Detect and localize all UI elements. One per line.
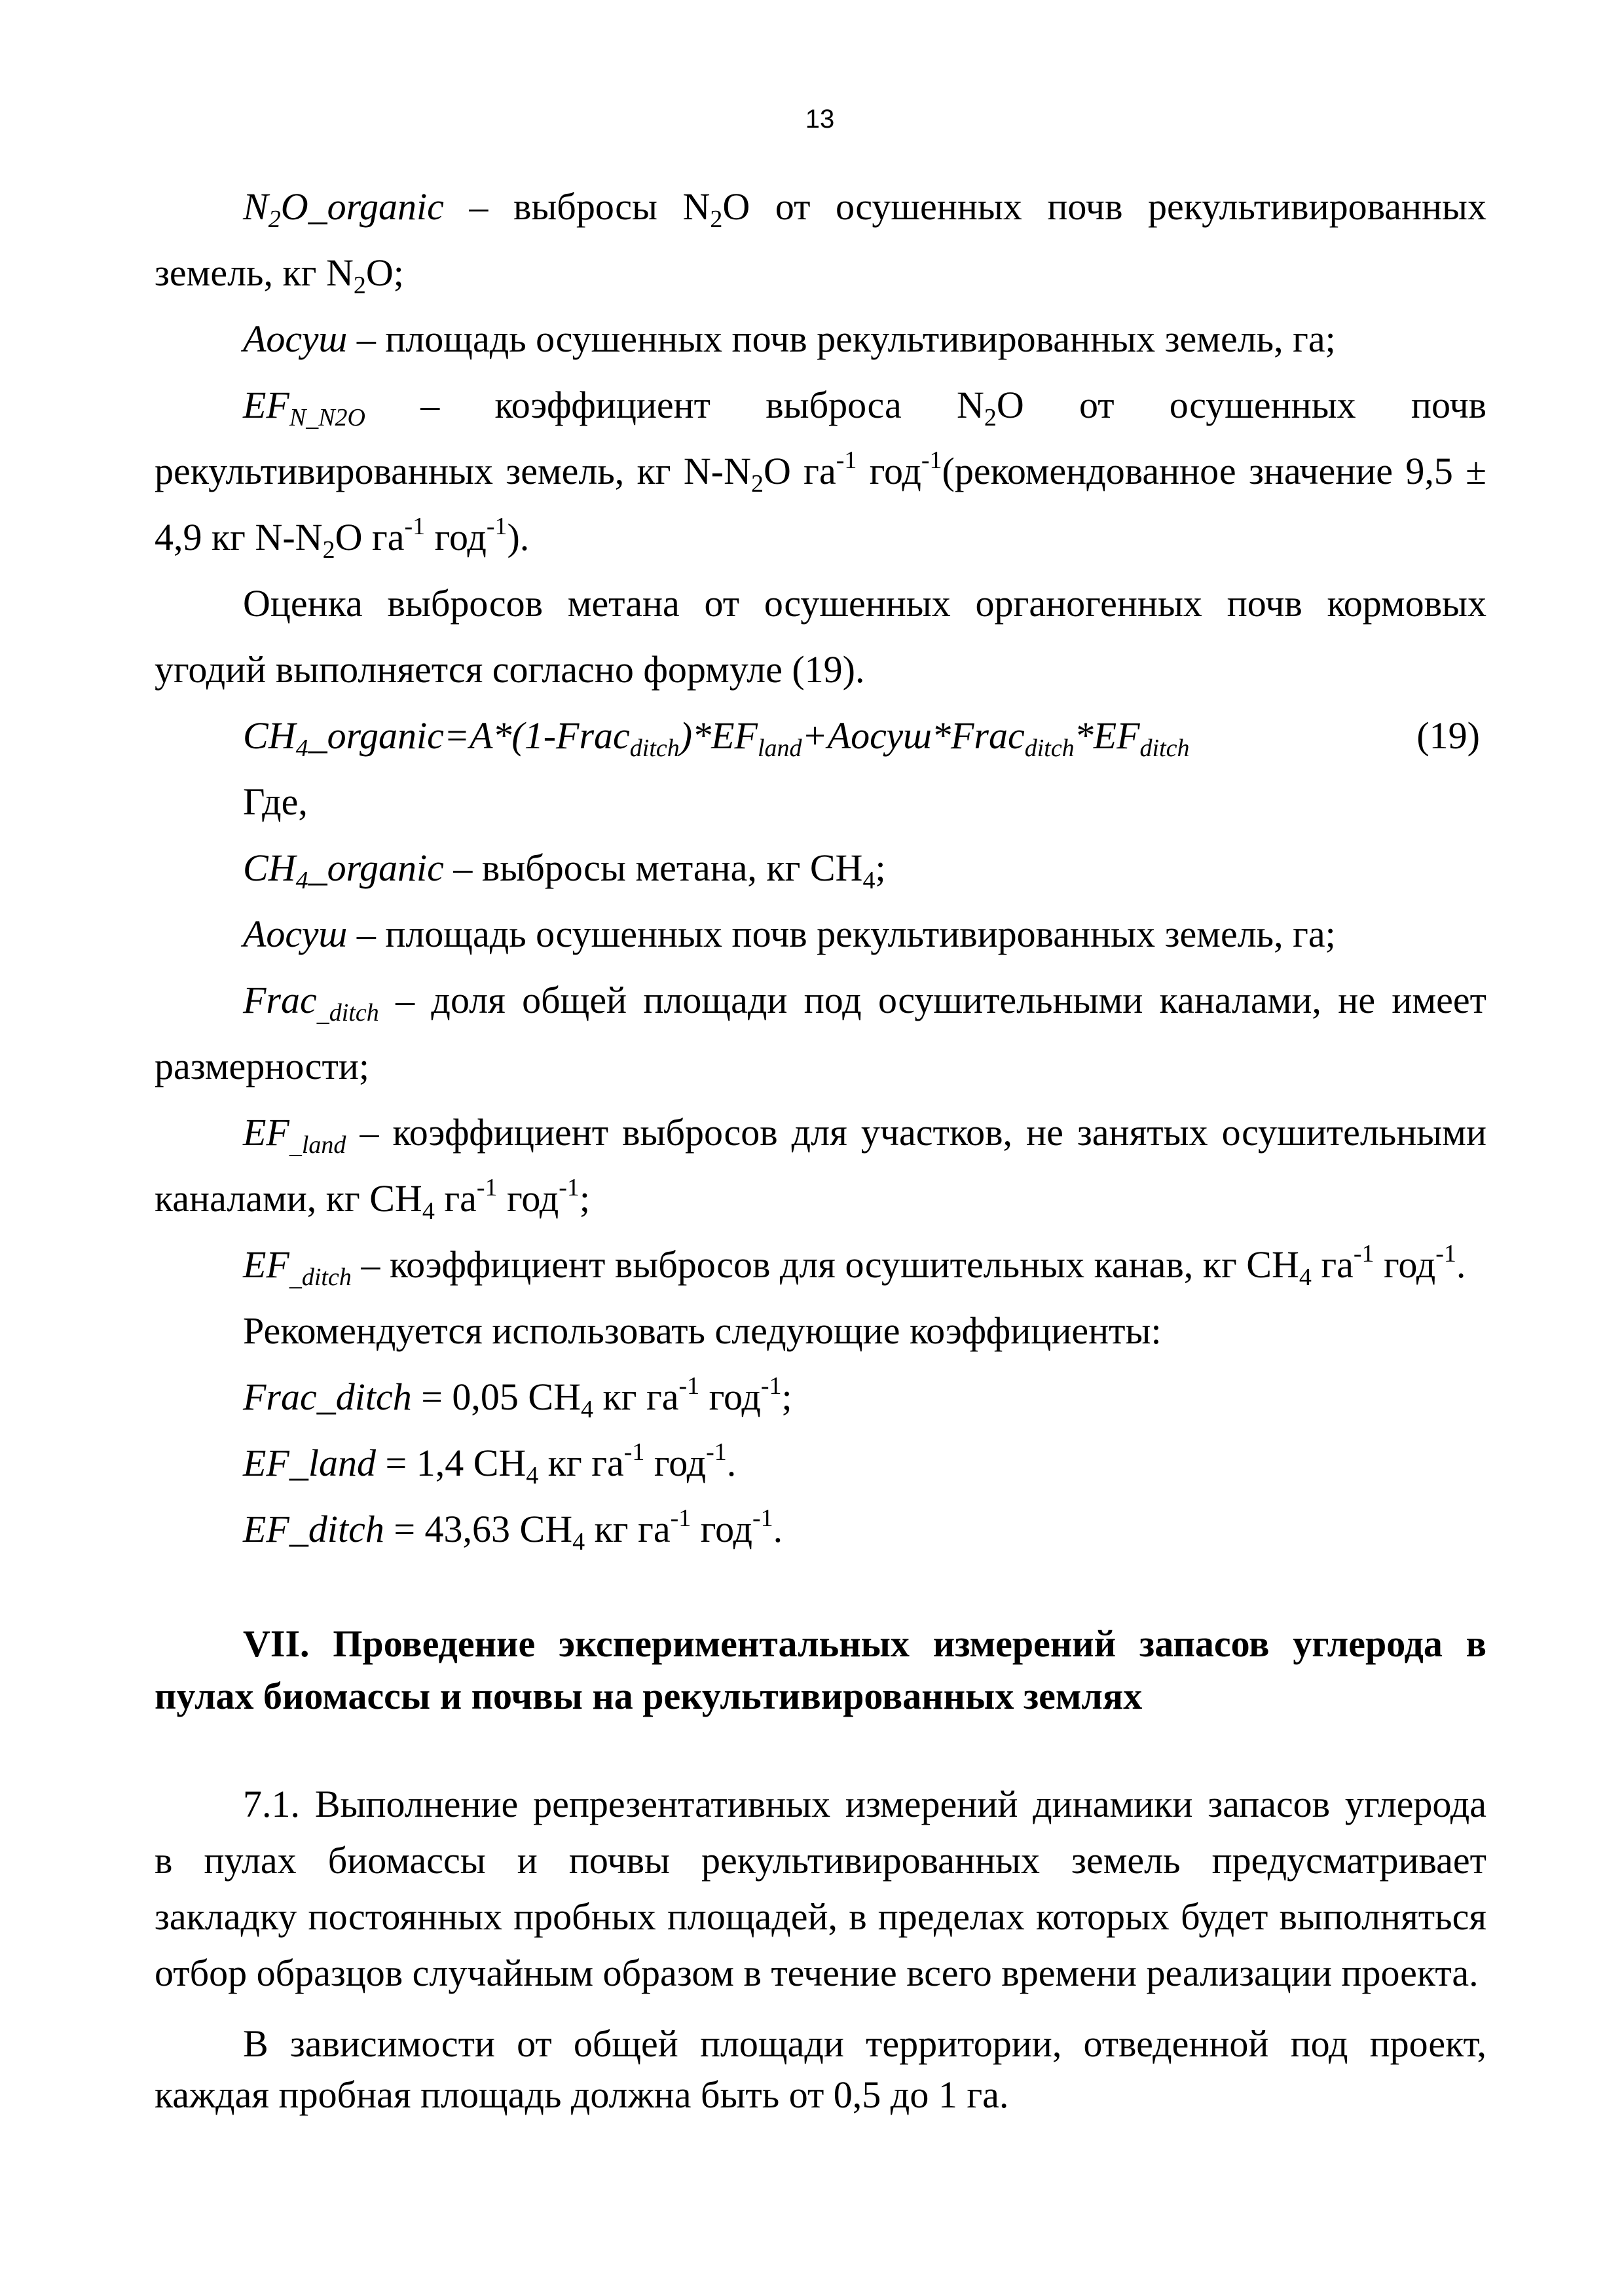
text-line	[155, 636, 1486, 702]
subscript: land	[757, 735, 802, 762]
text-run: = 0,05 CH	[411, 1376, 581, 1418]
text-run: – доля общей площади под осушительными каналами, не имеет	[378, 979, 1486, 1021]
text-line	[155, 438, 1486, 504]
italic-symbol: )*EF	[679, 714, 758, 757]
text-run: – площадь осушенных почв рекультивированных земель, га;	[347, 913, 1336, 955]
text-line	[155, 570, 1486, 636]
subscript: 4	[581, 1396, 593, 1423]
text-run: размерности;	[155, 1045, 370, 1087]
subscript: 2	[984, 404, 997, 431]
text-line	[155, 1298, 1486, 1364]
text-line	[155, 372, 1486, 438]
text-run: VII. Проведение экспериментальных измерений запасов углерода в	[243, 1622, 1486, 1665]
text-line	[155, 1430, 1486, 1496]
text-run: O от осушенных почв рекультивированных	[722, 185, 1486, 228]
text-run: земель, кг N	[155, 251, 354, 294]
subscript: 4	[862, 867, 876, 894]
text-run: O га	[763, 450, 836, 492]
italic-symbol: _organic=A*(1-Frac	[308, 714, 630, 757]
text-line	[155, 1618, 1486, 1670]
text-line	[155, 173, 1486, 240]
formula-number: (19)	[1416, 714, 1480, 757]
text-run: ;	[875, 847, 886, 889]
text-line	[155, 901, 1486, 967]
text-run: – коэффициент выбросов для участков, не занятых осушительными	[346, 1111, 1486, 1154]
paragraph-n2o-organic	[155, 173, 1486, 306]
text-run: кг га	[585, 1508, 671, 1550]
text-line	[155, 1776, 1486, 1832]
subscript: _ditch	[316, 999, 379, 1027]
italic-symbol: CH	[243, 847, 296, 889]
text-line	[155, 1099, 1486, 1165]
text-run: – коэффициент выбросов для осушительных канав, кг CH	[351, 1243, 1299, 1286]
coefficient-ef-ditch	[155, 1496, 1486, 1562]
definition-ef-ditch	[155, 1231, 1486, 1298]
text-run: га	[1311, 1243, 1354, 1286]
text-run: ).	[507, 516, 530, 558]
text-line	[155, 306, 1486, 372]
text-run: O от осушенных почв	[996, 384, 1487, 426]
text-run: кг га	[593, 1376, 679, 1418]
text-line	[155, 1889, 1486, 1945]
superscript: -1	[404, 513, 426, 540]
text-line	[155, 2069, 1486, 2121]
text-run: год	[699, 1376, 761, 1418]
paragraph-aosush	[155, 306, 1486, 372]
paragraph-methane-intro	[155, 570, 1486, 702]
subscript: _ditch	[289, 1264, 352, 1291]
italic-symbol: *EF	[1074, 714, 1140, 757]
superscript: -1	[760, 1372, 782, 1400]
where-label: Где,	[243, 780, 308, 823]
text-run: в пулах биомассы и почвы рекультивированных земель предусматривает	[155, 1839, 1486, 1882]
superscript: -1	[678, 1372, 700, 1400]
text-run: пулах биомассы и почвы на рекультивированных землях	[155, 1675, 1143, 1717]
text-run: рекультивированных земель, кг N-N	[155, 450, 751, 492]
text-line	[155, 835, 1486, 901]
text-line	[155, 240, 1486, 306]
page-number: 13	[805, 105, 835, 134]
subscript: 4	[526, 1462, 539, 1489]
text-run: Рекомендуется использовать следующие коэффициенты:	[243, 1309, 1162, 1352]
text-run: В зависимости от общей площади территории, отведенной под проект,	[243, 2022, 1486, 2065]
italic-symbol: EF	[243, 1243, 289, 1286]
coefficient-ef-land	[155, 1430, 1486, 1496]
text-run: год	[691, 1508, 752, 1550]
text-line	[155, 1364, 1486, 1430]
text-run: год	[1374, 1243, 1436, 1286]
superscript: -1	[670, 1504, 692, 1532]
italic-symbol: Frac	[243, 979, 317, 1021]
text-run: каналами, кг CH	[155, 1177, 422, 1220]
text-line	[155, 1670, 1486, 1722]
subscript: 2	[750, 470, 764, 498]
section-heading	[155, 1618, 1486, 1722]
italic-symbol: Aосуш	[243, 913, 348, 955]
text-run: – коэффициент выброса N	[365, 384, 984, 426]
superscript: -1	[476, 1174, 498, 1201]
italic-symbol: N	[243, 185, 268, 228]
superscript: -1	[623, 1438, 645, 1466]
text-line	[155, 967, 1486, 1033]
text-line	[155, 1231, 1486, 1298]
italic-symbol: EF_ditch	[243, 1508, 384, 1550]
subscript: 2	[322, 536, 335, 564]
superscript: -1	[706, 1438, 727, 1466]
text-line	[155, 1033, 1486, 1099]
text-line	[155, 2018, 1486, 2069]
text-run: – площадь осушенных почв рекультивированных земель, га;	[347, 318, 1336, 360]
subscript: 2	[268, 206, 281, 233]
subscript: 4	[572, 1528, 585, 1556]
paragraph-plot-size	[155, 2018, 1486, 2121]
subscript: ditch	[629, 735, 680, 762]
text-run: год	[497, 1177, 559, 1220]
text-run: = 43,63 CH	[384, 1508, 573, 1550]
text-run: ;	[781, 1376, 792, 1418]
coefficient-frac-ditch	[155, 1364, 1486, 1430]
text-run: .	[773, 1508, 783, 1550]
text-run: – выбросы метана, кг CH	[443, 847, 863, 889]
italic-symbol: EF	[243, 1111, 289, 1154]
subscript: N_N2O	[289, 404, 365, 431]
subscript: 2	[710, 206, 723, 233]
subscript: ditch	[1139, 735, 1190, 762]
text-run: .	[1456, 1243, 1466, 1286]
italic-symbol: Aосуш	[243, 318, 348, 360]
text-run: закладку постоянных пробных площадей, в пределах которых будет выполняться	[155, 1895, 1486, 1938]
superscript: -1	[486, 513, 507, 540]
text-line	[155, 1496, 1486, 1562]
subscript: 4	[295, 867, 308, 894]
text-line	[155, 1165, 1486, 1231]
paragraph-ef-n2o	[155, 372, 1486, 570]
paragraph-7-1	[155, 1776, 1486, 2001]
superscript: -1	[836, 446, 857, 474]
text-run: Оценка выбросов метана от осушенных органогенных почв кормовых	[243, 582, 1486, 625]
definition-aosush	[155, 901, 1486, 967]
formula-expression	[155, 702, 1486, 769]
subscript: 4	[295, 735, 308, 762]
text-line	[155, 1945, 1486, 2001]
italic-symbol: O_organic	[280, 185, 444, 228]
subscript: 4	[1299, 1264, 1312, 1291]
text-run: (рекомендованное значение 9,5 ±	[942, 450, 1487, 492]
definition-ch4-organic	[155, 835, 1486, 901]
text-run: отбор образцов случайным образом в течение всего времени реализации проекта.	[155, 1952, 1479, 1994]
text-run: год	[425, 516, 487, 558]
superscript: -1	[1435, 1240, 1456, 1267]
superscript: -1	[921, 446, 942, 474]
text-run: га	[434, 1177, 477, 1220]
superscript: -1	[752, 1504, 773, 1532]
italic-symbol: Frac_ditch	[243, 1376, 412, 1418]
text-run: год	[857, 450, 921, 492]
definition-frac-ditch	[155, 967, 1486, 1099]
text-run: 7.1. Выполнение репрезентативных измерений динамики запасов углерода	[243, 1783, 1486, 1825]
subscript: _land	[289, 1131, 346, 1159]
text-run: – выбросы N	[443, 185, 710, 228]
text-run: год	[644, 1442, 707, 1484]
text-line	[155, 504, 1486, 570]
subscript: 2	[353, 272, 366, 299]
italic-symbol: CH	[243, 714, 296, 757]
recommendation-intro	[155, 1298, 1486, 1364]
text-run: каждая пробная площадь должна быть от 0,5 до 1 га.	[155, 2073, 1009, 2116]
text-run: 4,9 кг N-N	[155, 516, 323, 558]
superscript: -1	[1353, 1240, 1375, 1267]
italic-symbol: +Aосуш*Frac	[802, 714, 1025, 757]
text-line	[155, 1832, 1486, 1889]
italic-symbol: EF	[243, 384, 289, 426]
formula-19	[155, 702, 1486, 769]
text-run: кг га	[538, 1442, 624, 1484]
document-body	[155, 173, 1486, 2121]
subscript: 4	[422, 1197, 435, 1225]
superscript: -1	[559, 1174, 580, 1201]
italic-symbol: _organic	[308, 847, 444, 889]
text-run: = 1,4 CH	[375, 1442, 526, 1484]
text-run: .	[726, 1442, 737, 1484]
text-run: угодий выполняется согласно формуле (19).	[155, 648, 865, 691]
subscript: ditch	[1024, 735, 1075, 762]
text-run: O га	[335, 516, 405, 558]
text-run: O;	[365, 251, 404, 294]
text-run: ;	[579, 1177, 590, 1220]
definition-ef-land	[155, 1099, 1486, 1231]
italic-symbol: EF_land	[243, 1442, 376, 1484]
